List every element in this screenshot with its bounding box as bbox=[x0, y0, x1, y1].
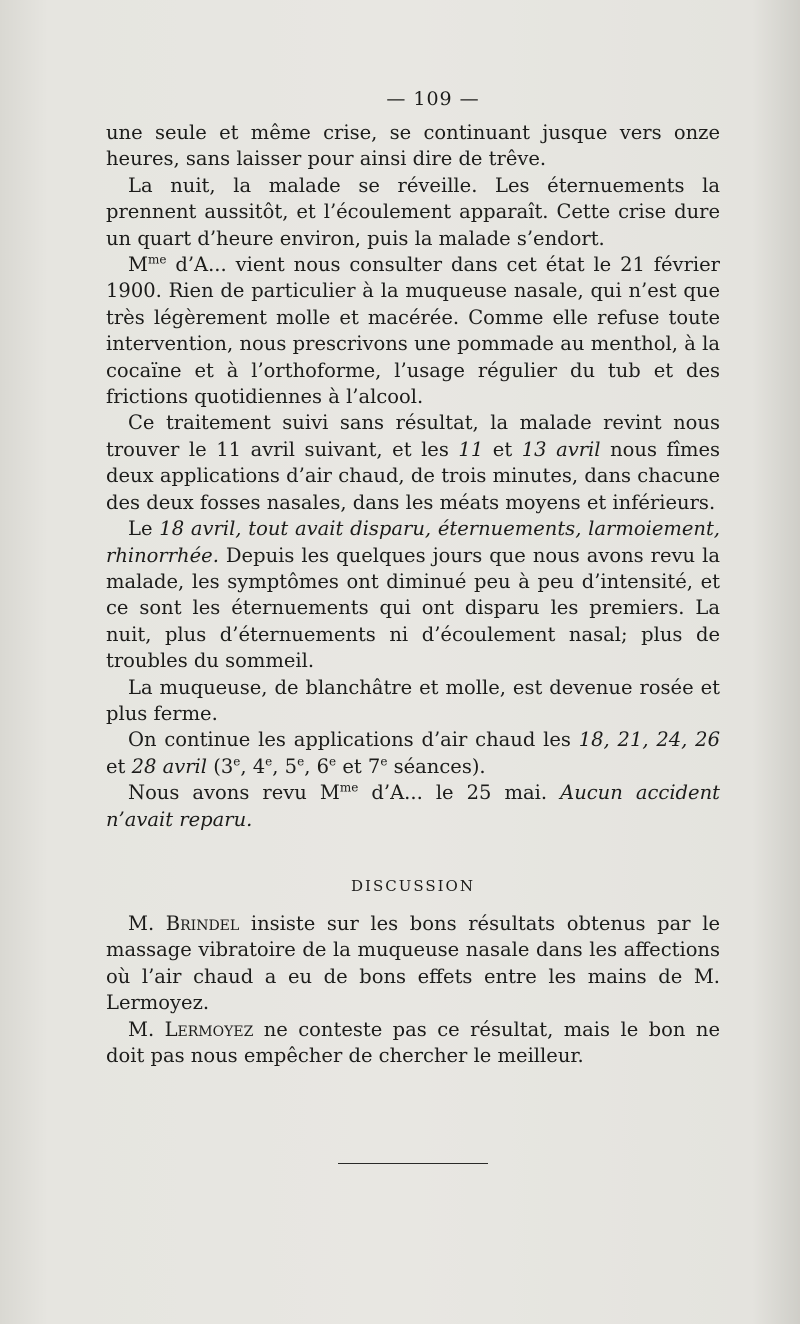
paragraph: une seule et même crise, se continuant jusque vers onze heures, sans laisser pour ainsi dire de trêve. bbox=[106, 121, 720, 171]
speaker-name: Lermoyez bbox=[164, 1017, 254, 1041]
paragraph: On continue les applications d’air chaud les 18, 21, 24, 26 et 28 avril (3e, 4e, 5e, 6e et 7e séances). bbox=[106, 728, 720, 778]
section-divider bbox=[338, 1163, 488, 1164]
paragraph: La nuit, la malade se réveille. Les éternuements la prennent aussitôt, et l’écoulement apparaît. Cette crise dure un quart d’heure environ, puis la malade s’endort. bbox=[106, 173, 720, 250]
paragraph: M. Lermoyez ne conteste pas ce résultat, mais le bon ne doit pas nous empêcher de chercher le meilleur. bbox=[106, 1017, 720, 1067]
paragraph: Le 18 avril, tout avait disparu, éternuements, larmoiement, rhinorrhée. Depuis les quelques jours que nous avons revu la malade, les symptômes ont diminué peu à peu d’intensité, et ce sont les éternuements qui ont disparu les premiers. La nuit, plus d’éternuements ni d’écoulement nasal; plus de troubles du sommeil. bbox=[106, 517, 720, 673]
speaker-name: Brindel bbox=[165, 911, 240, 935]
section-heading: DISCUSSION bbox=[351, 876, 475, 895]
paragraph: $M^{me}$ d’A... vient nous consulter dans cet état le 21 février 1900. Rien de particulier à la muqueuse nasale, qui n’est que très légèrement molle et macérée. Comme elle refuse toute intervention, nous prescrivons une pommade au menthol, à la cocaïne et à l’orthoforme, l’usage régulier du tub et des frictions quotidiennes à l’alcool. bbox=[106, 252, 720, 409]
paragraph: Nous avons revu $M^{me}$ d’A... le 25 mai. Aucun accident n’avait reparu. bbox=[106, 780, 720, 831]
paragraph: La muqueuse, de blanchâtre et molle, est devenue rosée et plus ferme. bbox=[106, 675, 720, 725]
page-number: — 109 — bbox=[386, 88, 480, 110]
paragraph: Ce traitement suivi sans résultat, la malade revint nous trouver le 11 avril suivant, et les 11 et 13 avril nous fîmes deux applications d’air chaud, de trois minutes, dans chacune des deux fosses nasales, dans les méats moyens et inférieurs. bbox=[106, 411, 721, 514]
body-text bbox=[106, 120, 720, 1069]
paragraph: M. Brindel insiste sur les bons résultats obtenus par le massage vibratoire de la muqueuse nasale dans les affections où l’air chaud a eu de bons effets entre les mains de M. Lermoyez. bbox=[106, 911, 720, 1015]
